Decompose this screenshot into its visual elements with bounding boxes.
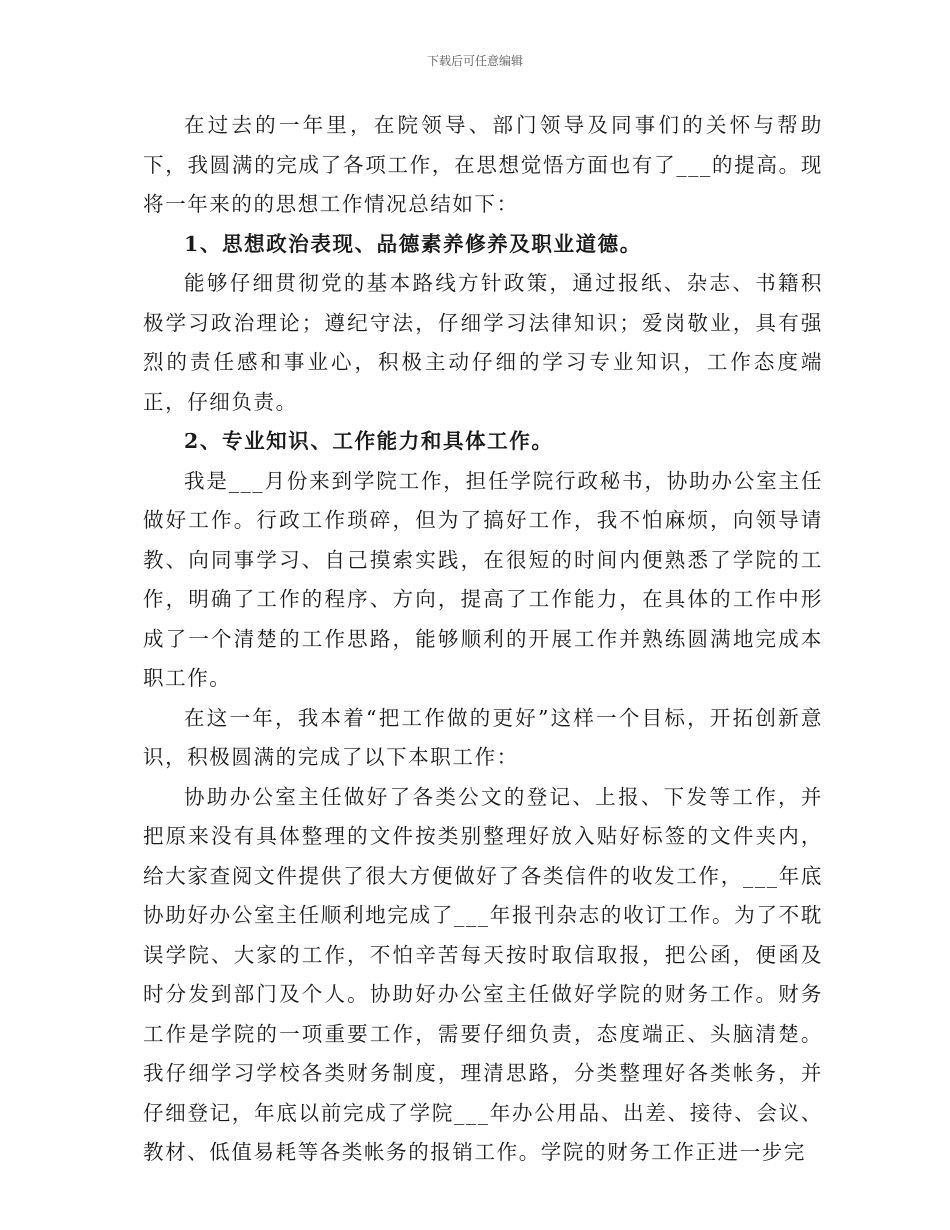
- section-heading-2: 2、专业知识、工作能力和具体工作。: [184, 429, 554, 453]
- section-heading-1: 1、思想政治表现、品德素养修养及职业道德。: [184, 231, 642, 256]
- duties-paragraph: 协助办公室主任做好了各类公文的登记、上报、下发等工作，并把原来没有具体整理的文件按类别整理好放入贴好标签的文件夹内，给大家查阅文件提供了很大方便做好了各类信件的收发工作，___年底协助好办公室主任顺利地完成了___年报刊杂志的收订工作。为了不耽误学院、大家的工作，不怕辛苦每天按时取信取报，把公函，便函及时分发到部门及个人。协助好办公室主任做好学院的财务工作。财务工作是学院的一项重要工作，需要仔细负责，态度端正、头脑清楚。我仔细学习学校各类财务制度，理清思路，分类整理好各类帐务，并仔细登记，年底以前完成了学院___年办公用品、出差、接待、会议、教材、低值易耗等各类帐务的报销工作。学院的财务工作正进一步完: [143, 784, 823, 1164]
- section-2-paragraph: 我是___月份来到学院工作，担任学院行政秘书，协助办公室主任做好工作。行政工作琐碎，但为了搞好工作，我不怕麻烦，向领导请教、向同事学习、自己摸索实践，在很短的时间内便熟悉了学院的工作，明确了工作的程序、方向，提高了工作能力，在具体的工作中形成了一个清楚的工作思路，能够顺利的开展工作并熟练圆满地完成本职工作。: [143, 468, 823, 690]
- intro-paragraph: 在过去的一年里，在院领导、部门领导及同事们的关怀与帮助下，我圆满的完成了各项工作，在思想觉悟方面也有了___的提高。现将一年来的的思想工作情况总结如下：: [143, 113, 823, 216]
- section-1-paragraph: 能够仔细贯彻党的基本路线方针政策，通过报纸、杂志、书籍积极学习政治理论；遵纪守法，仔细学习法律知识；爱岗敬业，具有强烈的责任感和事业心，积极主动仔细的学习专业知识，工作态度端正，仔细负责。: [143, 271, 823, 414]
- page-header: 下载后可任意编辑: [426, 54, 523, 68]
- goal-paragraph: 在这一年，我本着“把工作做的更好”这样一个目标，开拓创新意识，积极圆满的完成了以下本职工作：: [143, 705, 823, 769]
- document-body: [143, 106, 823, 1173]
